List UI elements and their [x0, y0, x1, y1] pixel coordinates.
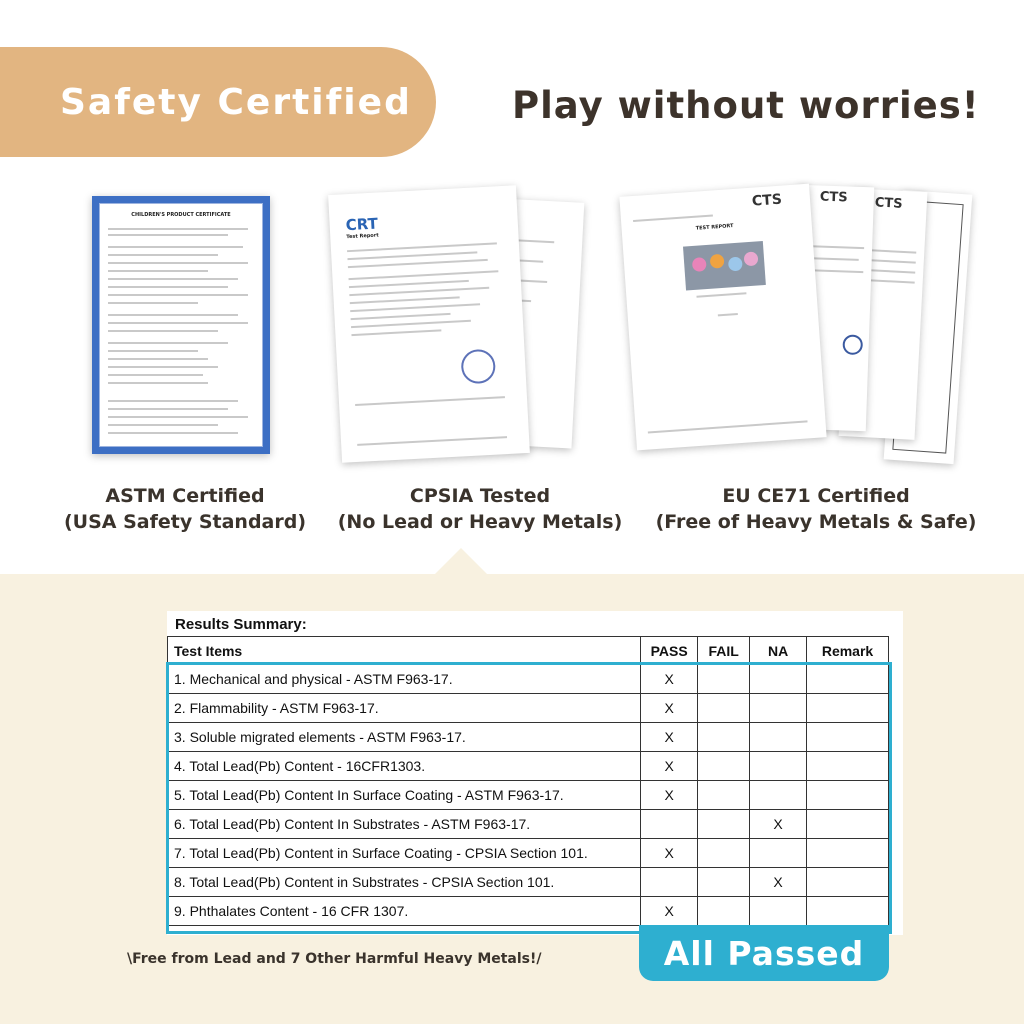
test-item: 2. Flammability - ASTM F963-17. [168, 694, 641, 723]
na-mark [750, 723, 807, 752]
safety-certified-badge [0, 47, 436, 157]
cpsia-caption-line2: (No Lead or Heavy Metals) [337, 511, 623, 533]
col-fail: FAIL [698, 637, 750, 665]
test-item: 9. Phthalates Content - 16 CFR 1307. [168, 897, 641, 926]
pass-mark: X [641, 752, 698, 781]
astm-caption [40, 483, 330, 535]
cts-seal-icon [842, 334, 863, 355]
fail-mark [698, 752, 750, 781]
crt-seal-icon [460, 349, 496, 385]
cts-logo-2: CTS [819, 189, 848, 206]
table-row [168, 781, 889, 810]
test-item: 6. Total Lead(Pb) Content In Substrates - ASTM F963-17. [168, 810, 641, 839]
table-row [168, 665, 889, 694]
test-item: 7. Total Lead(Pb) Content in Surface Coating - CPSIA Section 101. [168, 839, 641, 868]
remark [807, 897, 889, 926]
astm-caption-line2: (USA Safety Standard) [63, 511, 307, 533]
certificate-title: CHILDREN'S PRODUCT CERTIFICATE [131, 212, 231, 218]
results-header-row [168, 637, 889, 665]
remark [807, 810, 889, 839]
pass-mark: X [641, 897, 698, 926]
tagline: Play without worries! [512, 84, 980, 127]
eu-caption-line1: EU CE71 Certified [722, 485, 910, 507]
fail-mark [698, 897, 750, 926]
fail-mark [698, 868, 750, 897]
table-row [168, 723, 889, 752]
na-mark [750, 665, 807, 694]
test-item: 1. Mechanical and physical - ASTM F963-17. [168, 665, 641, 694]
pass-mark: X [641, 839, 698, 868]
remark [807, 839, 889, 868]
fail-mark [698, 665, 750, 694]
eu-caption [646, 483, 986, 535]
cts-logo: CTS [751, 191, 783, 210]
col-pass: PASS [641, 637, 698, 665]
table-row [168, 810, 889, 839]
col-remark: Remark [807, 637, 889, 665]
table-row [168, 694, 889, 723]
fail-mark [698, 839, 750, 868]
test-item: 8. Total Lead(Pb) Content in Substrates - CPSIA Section 101. [168, 868, 641, 897]
crt-report-image [328, 185, 530, 462]
astm-certificate-image [92, 196, 270, 454]
na-mark [750, 897, 807, 926]
crt-logo: CRT [345, 214, 379, 235]
results-title: Results Summary: [175, 616, 307, 633]
cts-logo-3: CTS [874, 195, 903, 212]
col-test-items: Test Items [168, 637, 641, 665]
results-table [167, 636, 889, 926]
crt-doc-title: Test Report [346, 232, 379, 241]
eu-caption-line2: (Free of Heavy Metals & Safe) [655, 511, 977, 533]
all-passed-badge: All Passed [639, 925, 889, 981]
table-row [168, 897, 889, 926]
na-mark [750, 839, 807, 868]
cpsia-caption [325, 483, 635, 535]
astm-caption-line1: ASTM Certified [105, 485, 265, 507]
cpsia-caption-line1: CPSIA Tested [409, 485, 551, 507]
fail-mark [698, 723, 750, 752]
na-mark [750, 694, 807, 723]
cts-report-image [619, 184, 826, 451]
remark [807, 694, 889, 723]
fail-mark [698, 810, 750, 839]
na-mark [750, 752, 807, 781]
pass-mark: X [641, 665, 698, 694]
pass-mark [641, 868, 698, 897]
remark [807, 723, 889, 752]
test-item: 4. Total Lead(Pb) Content - 16CFR1303. [168, 752, 641, 781]
na-mark: X [750, 810, 807, 839]
test-item: 5. Total Lead(Pb) Content In Surface Coating - ASTM F963-17. [168, 781, 641, 810]
test-item: 3. Soluble migrated elements - ASTM F963-17. [168, 723, 641, 752]
section-pointer [435, 548, 487, 574]
table-row [168, 839, 889, 868]
na-mark [750, 781, 807, 810]
table-row [168, 752, 889, 781]
badge-text: Safety Certified [60, 81, 412, 123]
remark [807, 752, 889, 781]
pass-mark: X [641, 694, 698, 723]
pass-mark: X [641, 781, 698, 810]
cts-doc-title: TEST REPORT [695, 223, 734, 232]
table-row [168, 868, 889, 897]
remark [807, 781, 889, 810]
remark [807, 868, 889, 897]
col-na: NA [750, 637, 807, 665]
remark [807, 665, 889, 694]
fail-mark [698, 781, 750, 810]
fail-mark [698, 694, 750, 723]
pass-mark: X [641, 723, 698, 752]
product-sample-photo [683, 241, 766, 290]
pass-mark [641, 810, 698, 839]
heavy-metals-footnote: \Free from Lead and 7 Other Harmful Heavy Metals!/ [127, 951, 542, 967]
na-mark: X [750, 868, 807, 897]
